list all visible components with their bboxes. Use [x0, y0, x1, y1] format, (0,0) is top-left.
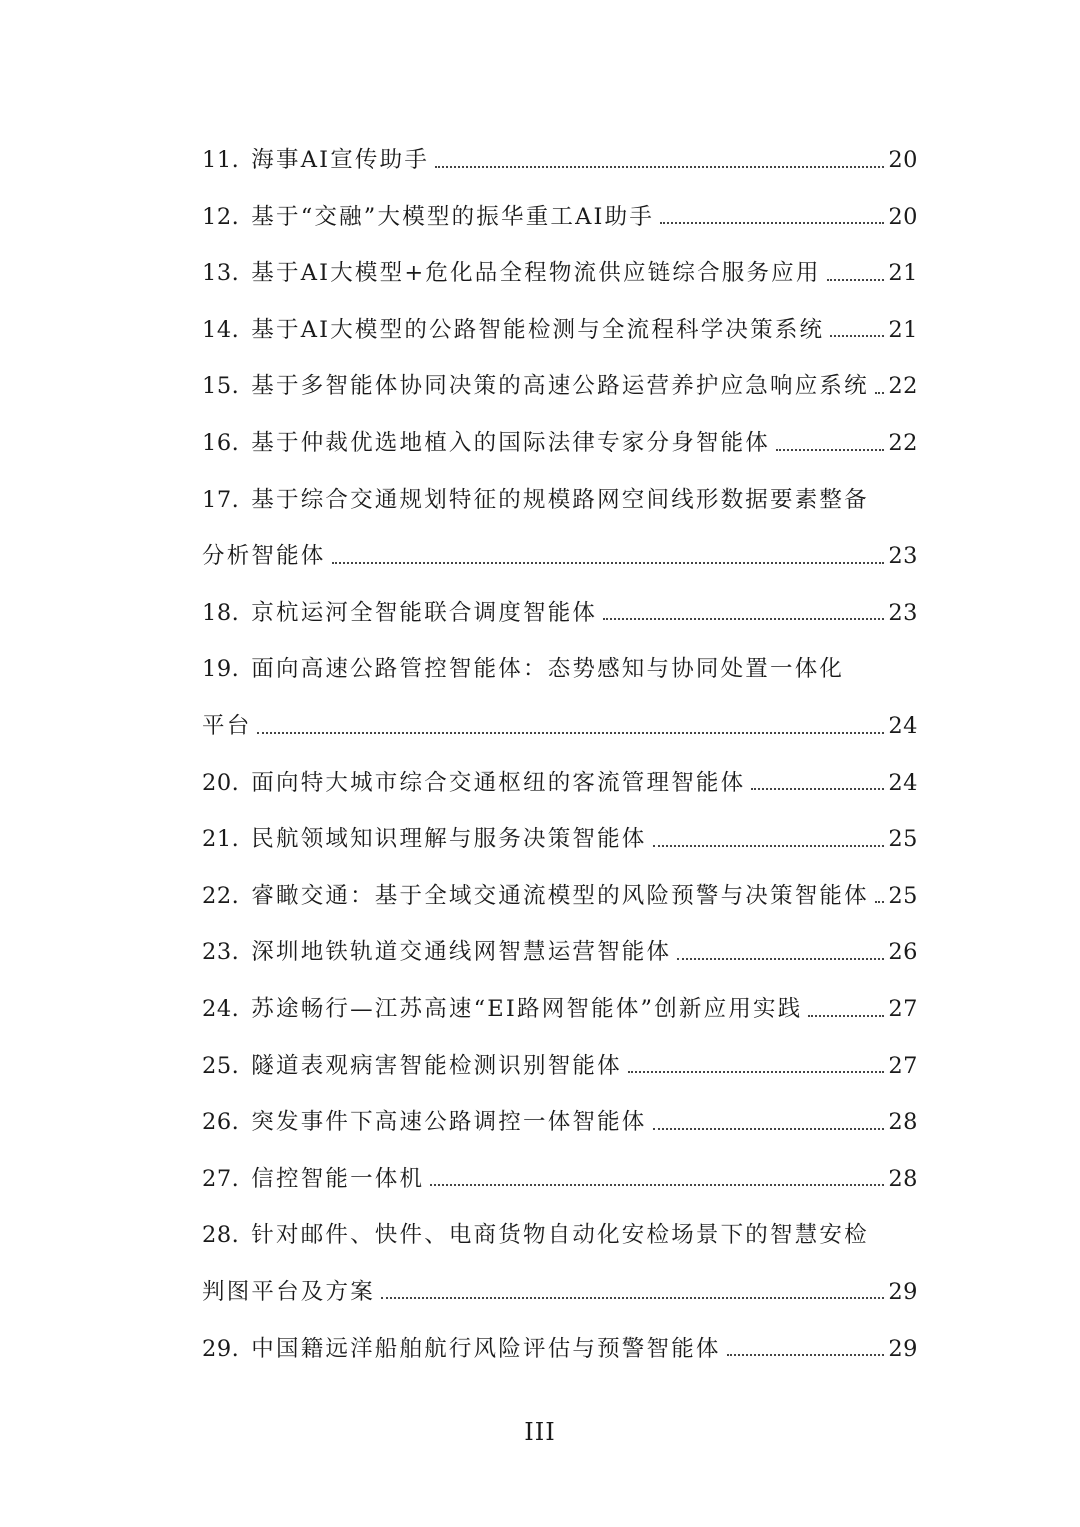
- toc-entry-title: 16. 基于仲裁优选地植入的国际法律专家分身智能体: [202, 430, 770, 457]
- toc-entry-18[interactable]: [202, 584, 918, 641]
- toc-entry-title: 21. 民航领域知识理解与服务决策智能体: [202, 826, 647, 853]
- toc-entry-20[interactable]: [202, 754, 918, 811]
- toc-entry-19-line2[interactable]: [202, 697, 918, 754]
- page-number: III: [524, 1418, 556, 1446]
- dot-leader: [430, 1184, 884, 1186]
- toc-entry-26[interactable]: [202, 1093, 918, 1150]
- toc-entry-28-line1[interactable]: [202, 1206, 918, 1263]
- toc-entry-page: 20: [888, 147, 918, 174]
- toc-entry-title: 27. 信控智能一体机: [202, 1165, 425, 1192]
- toc-entry-23[interactable]: [202, 923, 918, 980]
- dot-leader: [808, 1015, 884, 1017]
- toc-entry-page: 22: [888, 373, 918, 400]
- toc-entry-page: 21: [888, 260, 918, 287]
- toc-entry-page: 24: [888, 713, 918, 740]
- toc-entry-title: 29. 中国籍远洋船舶航行风险评估与预警智能体: [202, 1335, 721, 1362]
- toc-entry-page: 29: [888, 1335, 918, 1362]
- toc-entry-page: 29: [888, 1278, 918, 1305]
- toc-entry-title: 12. 基于“交融”大模型的振华重工AI助手: [202, 203, 655, 230]
- toc-entry-title: 17. 基于综合交通规划特征的规模路网空间线形数据要素整备: [202, 486, 869, 513]
- dot-leader: [628, 1071, 884, 1073]
- dot-leader: [653, 1128, 885, 1130]
- toc-entry-page: 20: [888, 203, 918, 230]
- toc-entry-title-continued: 平台: [202, 713, 252, 740]
- toc-entry-24[interactable]: [202, 980, 918, 1037]
- toc-entry-page: 27: [888, 996, 918, 1022]
- toc-entry-title: 15. 基于多智能体协同决策的高速公路运营养护应急响应系统: [202, 373, 869, 400]
- dot-leader: [660, 222, 884, 224]
- toc-entry-page: 27: [888, 1052, 918, 1079]
- toc-entry-28-line2[interactable]: [202, 1263, 918, 1320]
- toc-entry-17-line1[interactable]: [202, 471, 918, 528]
- toc-entry-title: 22. 睿瞰交通：基于全域交通流模型的风险预警与决策智能体: [202, 882, 869, 909]
- dot-leader: [332, 562, 884, 564]
- table-of-contents: [202, 131, 918, 1376]
- dot-leader: [875, 901, 884, 903]
- dot-leader: [776, 449, 884, 451]
- dot-leader: [381, 1297, 884, 1299]
- toc-entry-page: 22: [888, 430, 918, 457]
- dot-leader: [727, 1354, 884, 1356]
- toc-entry-22[interactable]: [202, 867, 918, 924]
- toc-entry-title: 18. 京杭运河全智能联合调度智能体: [202, 599, 598, 626]
- toc-entry-14[interactable]: [202, 301, 918, 358]
- toc-entry-page: 28: [888, 1109, 918, 1136]
- toc-entry-25[interactable]: [202, 1037, 918, 1094]
- toc-entry-title: 13. 基于AI大模型+危化品全程物流供应链综合服务应用: [202, 260, 821, 287]
- dot-leader: [603, 618, 884, 620]
- toc-entry-title: 11. 海事AI宣传助手: [202, 147, 430, 174]
- dot-leader: [653, 845, 885, 847]
- toc-entry-29[interactable]: [202, 1319, 918, 1376]
- toc-entry-title-continued: 分析智能体: [202, 543, 326, 570]
- toc-entry-title: 23. 深圳地铁轨道交通线网智慧运营智能体: [202, 939, 672, 966]
- toc-entry-title: 28. 针对邮件、快件、电商货物自动化安检场景下的智慧安检: [202, 1222, 869, 1249]
- toc-entry-page: 23: [888, 599, 918, 626]
- toc-entry-page: 25: [888, 882, 918, 909]
- toc-entry-page: 23: [888, 543, 918, 570]
- toc-entry-page: 26: [888, 939, 918, 966]
- toc-entry-title: 24. 苏途畅行—江苏高速“EI路网智能体”创新应用实践: [202, 996, 803, 1022]
- toc-entry-17-line2[interactable]: [202, 527, 918, 584]
- toc-entry-13[interactable]: [202, 244, 918, 301]
- toc-entry-title: 19. 面向高速公路管控智能体：态势感知与协同处置一体化: [202, 656, 845, 683]
- dot-leader: [257, 732, 884, 734]
- toc-entry-page: 21: [888, 316, 918, 343]
- toc-entry-16[interactable]: [202, 414, 918, 471]
- dot-leader: [677, 958, 884, 960]
- toc-entry-11[interactable]: [202, 131, 918, 188]
- toc-entry-27[interactable]: [202, 1150, 918, 1207]
- toc-entry-19-line1[interactable]: [202, 640, 918, 697]
- toc-entry-title: 14. 基于AI大模型的公路智能检测与全流程科学决策系统: [202, 316, 825, 343]
- toc-entry-title-continued: 判图平台及方案: [202, 1278, 375, 1305]
- dot-leader: [875, 392, 884, 394]
- toc-entry-title: 25. 隧道表观病害智能检测识别智能体: [202, 1052, 622, 1079]
- toc-entry-page: 25: [888, 826, 918, 853]
- toc-entry-title: 26. 突发事件下高速公路调控一体智能体: [202, 1109, 647, 1136]
- toc-entry-21[interactable]: [202, 810, 918, 867]
- dot-leader: [827, 279, 884, 281]
- toc-entry-title: 20. 面向特大城市综合交通枢纽的客流管理智能体: [202, 769, 746, 796]
- dot-leader: [435, 166, 884, 168]
- toc-entry-page: 28: [888, 1165, 918, 1192]
- toc-entry-page: 24: [888, 769, 918, 796]
- dot-leader: [830, 335, 884, 337]
- dot-leader: [751, 788, 884, 790]
- toc-entry-12[interactable]: [202, 188, 918, 245]
- toc-entry-15[interactable]: [202, 357, 918, 414]
